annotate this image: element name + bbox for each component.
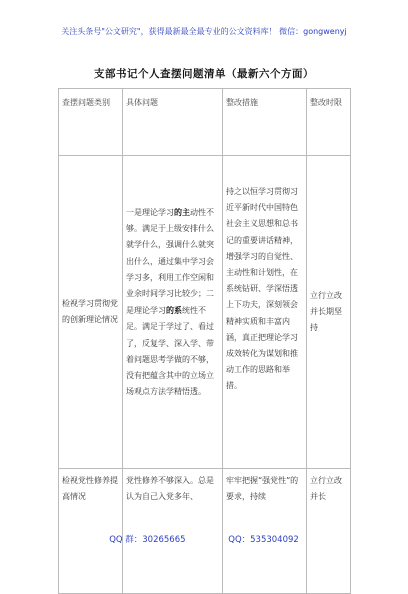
- footer: [0, 533, 408, 545]
- row1-problem-part-a: 一是理论学习: [126, 208, 174, 217]
- row2-deadline: 立行立改并长: [307, 469, 351, 594]
- header-measure: 整改措施: [223, 89, 307, 156]
- header-note: 关注头条号"公文研究"，获得最新最全最专业的公文资料库！ 微信：gongwenyj: [61, 27, 347, 36]
- header-problem: 具体问题: [123, 89, 223, 156]
- header-category: 查摆问题类别: [59, 89, 123, 156]
- row1-deadline: 立行立改并长期坚持: [307, 156, 351, 469]
- row1-problem: [123, 156, 223, 469]
- row1-problem-part-e: 统性不足。满足于学过了、看过了，反复学、深入学、带着问题思考学做的不够，没有把蕴含其中的立场立场观点方法学精悟透。: [126, 306, 214, 397]
- row2-problem: 党性修养不够深入。总是认为自己入党多年、: [123, 469, 223, 594]
- footer-qq: QQ：535304092: [228, 535, 299, 545]
- row2-category: 检视党性修养提高情况: [59, 469, 123, 594]
- table-row: [59, 469, 351, 594]
- row1-problem-bold-b: 的系: [166, 305, 182, 316]
- footer-qq-group: QQ 群：30265665: [109, 535, 186, 545]
- table-header-row: [59, 89, 351, 156]
- header-deadline: 整改时限: [307, 89, 351, 156]
- row1-measure: 持之以恒学习贯彻习近平新时代中国特色社会主义思想和总书记的重要讲话精神，增强学习的自觉性、主动性和计划性，在系统钻研、学深悟透上下功夫，深刻领会精神实质和丰富内涵，真正把理论学习成效转化为谋划和推动工作的思路和举措。: [223, 156, 307, 469]
- document-title: 支部书记个人查摆问题清单（最新六个方面）: [94, 68, 314, 80]
- table-row: [59, 156, 351, 469]
- problem-list-table: [58, 88, 351, 594]
- row2-measure: 牢牢把握“强党性”的要求，持续: [223, 469, 307, 594]
- row1-problem-bold-a: 的主: [174, 207, 190, 217]
- row1-category: 检视学习贯彻党的创新理论情况: [59, 156, 123, 469]
- row1-problem-part-c: 动性不够。满足于上级安排什么就学什么，强调什么就突出什么，通过集中学习会学习多，利用工作空闲和业余时间学习比较少；二是理论学习: [126, 208, 214, 316]
